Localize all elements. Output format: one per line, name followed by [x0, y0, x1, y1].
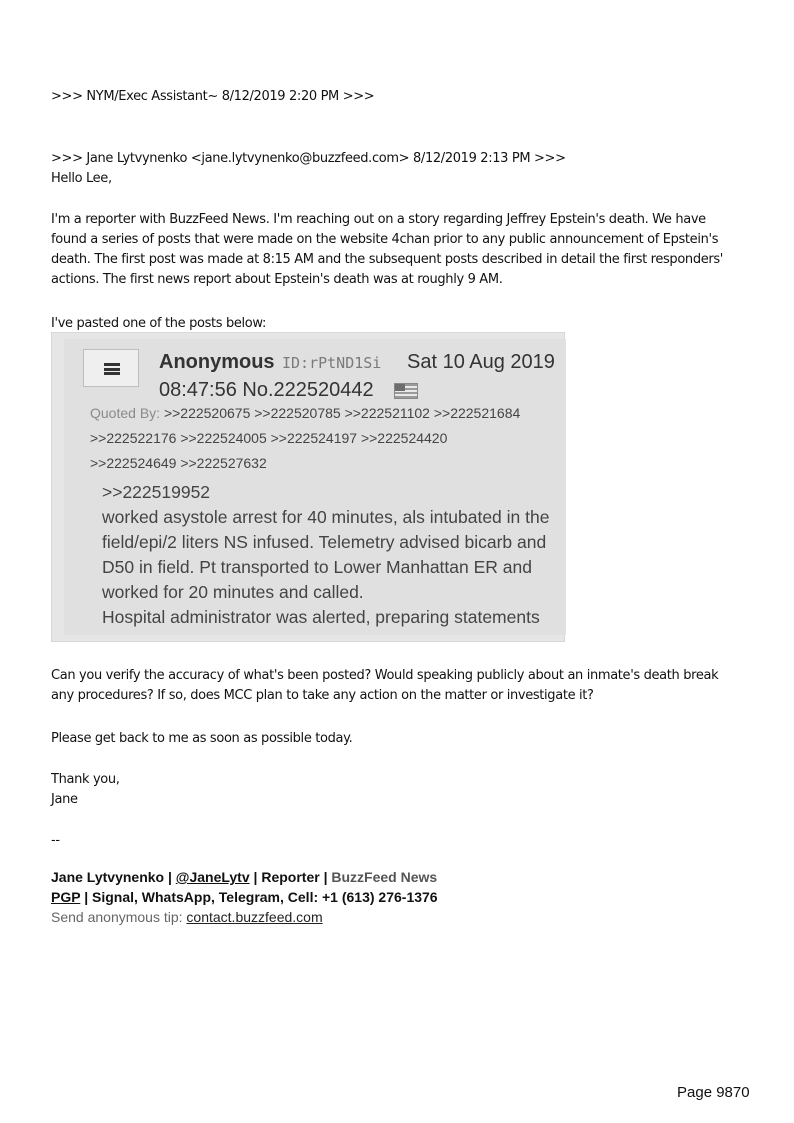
post-body-line: D50 in field. Pt transported to Lower Manhattan ER and — [102, 557, 532, 577]
signature-line-3 — [51, 907, 323, 927]
quoted-by-line: >>222524649 >>222527632 — [90, 455, 267, 471]
quoted-by-line: >>222522176 >>222524005 >>222524197 >>222524420 — [90, 430, 448, 446]
post-body-line: worked for 20 minutes and called. — [102, 582, 364, 602]
signature-contact: | Signal, WhatsApp, Telegram, Cell: +1 (613) 276-1376 — [80, 889, 438, 905]
post-date: Sat 10 Aug 2019 — [407, 351, 555, 373]
page-number: Page 9870 — [677, 1084, 750, 1101]
signature-role: Reporter — [261, 869, 320, 885]
signature-sep: | — [319, 869, 332, 885]
signature-separator: -- — [51, 833, 60, 848]
signature-line-2 — [51, 887, 438, 907]
intro-line: I'm a reporter with BuzzFeed News. I'm reaching out on a story regarding Jeffrey Epstein's death. We have — [51, 212, 706, 227]
quoted-by-line — [90, 401, 520, 425]
signature-line-1 — [51, 867, 437, 887]
question-line: any procedures? If so, does MCC plan to take any action on the matter or investigate it? — [51, 688, 594, 703]
intro-line: death. The first post was made at 8:15 AM and the subsequent posts described in detail the first responders' — [51, 252, 724, 267]
pasted-post-screenshot — [51, 332, 565, 642]
post-body-line: worked asystole arrest for 40 minutes, als intubated in the — [102, 507, 550, 527]
post-menu-button — [83, 349, 139, 387]
signature-org: BuzzFeed News — [331, 869, 438, 885]
signature-name: Jane Lytvynenko — [51, 869, 165, 885]
post-body-line: >>222519952 — [102, 482, 211, 502]
pgp-link[interactable]: PGP — [51, 889, 81, 905]
email-header: >>> Jane Lytvynenko <jane.lytvynenko@buzzfeed.com> 8/12/2019 2:13 PM >>> — [51, 151, 566, 166]
signature-sep: | — [164, 869, 176, 885]
post-id: ID:rPtND1Si — [282, 354, 382, 372]
tip-label: Send anonymous tip: — [51, 909, 187, 925]
post-time-number: 08:47:56 No.222520442 — [159, 379, 374, 401]
post-body-line: field/epi/2 liters NS infused. Telemetry advised bicarb and — [102, 532, 547, 552]
intro-line: actions. The first news report about Epstein's death was at roughly 9 AM. — [51, 272, 503, 287]
tip-link[interactable]: contact.buzzfeed.com — [186, 909, 323, 925]
quoted-by-refs: >>222520675 >>222520785 >>222521102 >>222521684 — [163, 405, 521, 421]
signature-sep: | — [249, 869, 262, 885]
signature-handle-link[interactable]: @JaneLytv — [175, 869, 250, 885]
flag-icon — [394, 383, 418, 399]
pasted-intro: I've pasted one of the posts below: — [51, 316, 267, 331]
menu-icon — [104, 363, 120, 375]
intro-line: found a series of posts that were made on the website 4chan prior to any public announcement of Epstein's — [51, 232, 719, 247]
email-intro-paragraph — [51, 210, 751, 290]
quoted-by-label: Quoted By: — [90, 405, 161, 421]
email-closing: Thank you, — [51, 772, 120, 787]
post-author: Anonymous — [159, 351, 275, 373]
post-container — [64, 339, 566, 635]
email-question-paragraph — [51, 666, 751, 706]
email-greeting: Hello Lee, — [51, 171, 112, 186]
email-request: Please get back to me as soon as possible today. — [51, 731, 353, 746]
post-body-line: Hospital administrator was alerted, preparing statements — [102, 607, 540, 627]
email-closing-name: Jane — [51, 792, 78, 807]
question-line: Can you verify the accuracy of what's been posted? Would speaking publicly about an inmate's death break — [51, 668, 719, 683]
forward-header: >>> NYM/Exec Assistant~ 8/12/2019 2:20 PM >>> — [51, 89, 375, 104]
